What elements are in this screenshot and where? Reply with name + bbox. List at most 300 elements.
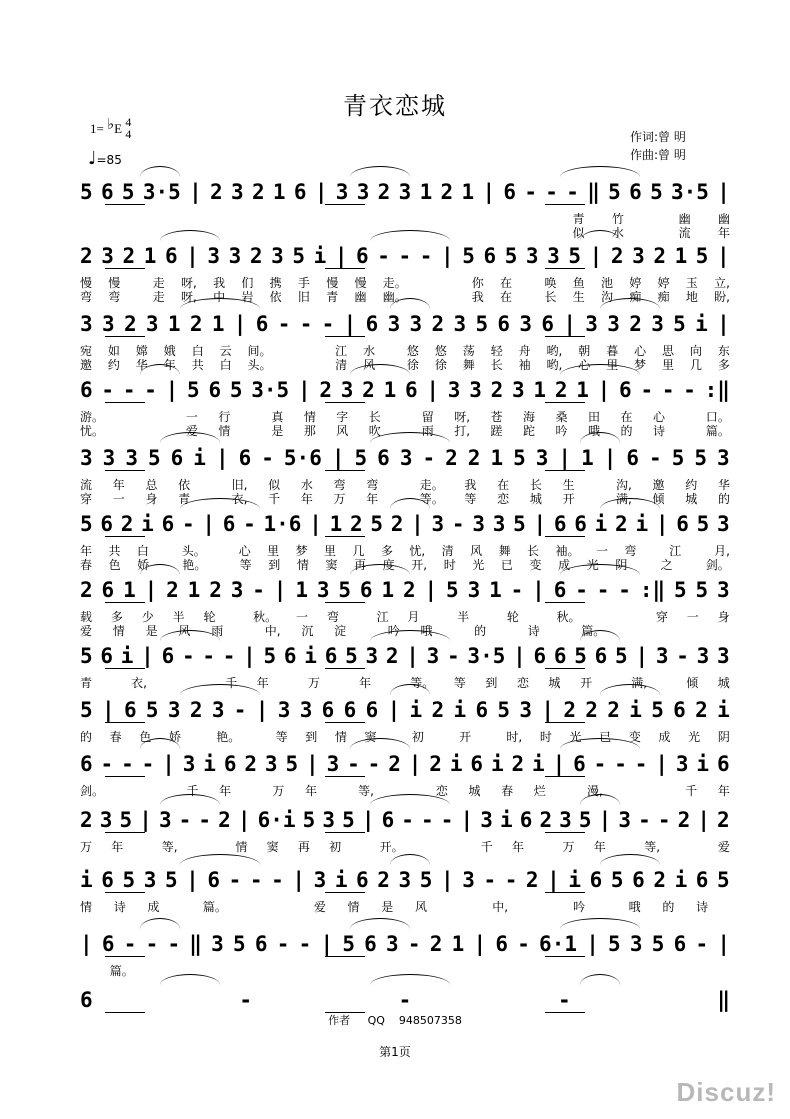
note: 6: [164, 244, 178, 268]
lyric-word: 依: [269, 290, 282, 304]
lyric-word: 等,: [161, 840, 178, 854]
lyric-word: 总: [145, 478, 158, 492]
note: 2: [610, 244, 624, 268]
lyric-word: 诗: [652, 424, 665, 438]
note: -: [640, 378, 654, 402]
note: 6: [255, 312, 269, 336]
lyric-word: 们: [241, 276, 254, 290]
note: 6: [356, 868, 369, 892]
note: 6: [161, 512, 175, 536]
note: 1: [490, 446, 504, 470]
lyric-word: 等。: [410, 676, 435, 690]
lyric-word: 变: [628, 730, 641, 744]
note: -: [557, 988, 571, 1012]
note: 2: [402, 578, 416, 602]
note: ‖: [189, 932, 202, 956]
note: |: [343, 312, 357, 336]
note: -: [575, 578, 588, 602]
lyric-word: 白: [219, 358, 232, 372]
note: 2: [390, 512, 404, 536]
note: 5: [673, 578, 687, 602]
lyric-word: 嫦: [135, 344, 148, 358]
lyric-word: 窦: [325, 558, 338, 572]
lyric-word: 幽: [717, 212, 730, 226]
note: 6: [573, 752, 586, 776]
lyric-word: 多: [380, 544, 393, 558]
note: 1: [143, 244, 157, 268]
lyric-word: 中,: [492, 900, 509, 914]
note: 5: [145, 698, 159, 722]
lyric-word: 恋: [497, 492, 510, 506]
lyric-word: 到: [485, 676, 498, 690]
lyric-word: 悠: [434, 344, 447, 358]
lyric-word: 年: [359, 676, 372, 690]
slur-mark: [350, 918, 410, 929]
lyric-word: 万: [272, 784, 285, 798]
lyric-word: 思: [662, 344, 675, 358]
lyric-word: 风: [178, 624, 191, 638]
note: 5: [608, 932, 621, 956]
lyric-word: 之: [660, 558, 673, 572]
lyric-word: 艳。: [216, 730, 241, 744]
lyric-word: 千: [186, 784, 199, 798]
lyric-word: 中,: [264, 624, 281, 638]
lyric-word: 是: [271, 424, 284, 438]
lyric-word: 成: [147, 900, 160, 914]
beam-underline: [105, 892, 145, 893]
lyric-line: [80, 838, 730, 852]
note: 3: [80, 312, 93, 336]
note: 6: [222, 512, 236, 536]
lyric-word: 袖: [518, 358, 531, 372]
lyric-word: 情: [303, 410, 316, 424]
note: |: [141, 644, 154, 668]
lyric-word: 地: [685, 290, 698, 304]
lyric-word: 苍: [490, 410, 503, 424]
note: -: [181, 512, 195, 536]
lyric-word: 秋。: [556, 610, 581, 624]
note: -: [401, 808, 414, 832]
note: 6·i: [257, 808, 296, 832]
note: 6: [470, 752, 484, 776]
lyric-word: 阴: [717, 730, 730, 744]
lyric-word: 心: [238, 544, 251, 558]
note: -: [123, 932, 137, 956]
note: 6: [293, 180, 307, 204]
lyric-word: 旧: [297, 290, 310, 304]
lyric-word: 度: [382, 558, 395, 572]
note: |: [243, 644, 256, 668]
note: |: [482, 180, 496, 204]
note: 5: [80, 698, 93, 722]
note: 1: [383, 378, 397, 402]
beam-underline: [105, 722, 145, 723]
lyric-word: 春: [501, 784, 514, 798]
lyric-word: 等。: [419, 492, 444, 506]
note: -: [276, 932, 290, 956]
note: -: [233, 698, 247, 722]
lyric-word: 恋: [435, 784, 448, 798]
lyric-word: 窦: [364, 730, 377, 744]
note: -: [252, 578, 265, 602]
lyric-word: 如: [107, 344, 120, 358]
note: 1·6: [263, 512, 302, 536]
note: -: [695, 932, 709, 956]
lyric-word: 千: [225, 676, 238, 690]
lyric-word: 舟: [518, 344, 531, 358]
note: 5: [147, 446, 161, 470]
lyric-word: 蹉: [490, 424, 503, 438]
note: 6·1: [539, 932, 577, 956]
lyric-word: 的: [662, 900, 675, 914]
lyric-word: 几: [352, 544, 365, 558]
note: 3: [386, 932, 399, 956]
note: 2: [349, 512, 363, 536]
note: 5: [292, 244, 305, 268]
lyric-word: 情: [334, 730, 347, 744]
lyric-word: 阴: [615, 558, 628, 572]
note: 6: [553, 578, 567, 602]
lyric-word: 年: [80, 544, 93, 558]
lyric-word: 徐: [434, 358, 447, 372]
lyric-word: 满,: [631, 676, 648, 690]
note: 1: [674, 244, 688, 268]
note: -: [222, 644, 236, 668]
note: 3: [326, 752, 340, 776]
lyric-word: 向: [689, 344, 702, 358]
note: 2: [467, 446, 481, 470]
note: 6: [503, 180, 517, 204]
lyric-word: 春: [80, 558, 93, 572]
note: -: [618, 578, 631, 602]
lyric-word: 载: [80, 610, 93, 624]
note: -: [298, 932, 312, 956]
note: 3: [409, 312, 423, 336]
note: -: [202, 644, 215, 668]
lyric-word: 暮: [606, 344, 619, 358]
lyric-word: 情: [218, 424, 231, 438]
note: 2: [166, 578, 179, 602]
lyric-word: 沟,: [615, 478, 632, 492]
lyric-word: 到: [305, 730, 318, 744]
lyric-word: 弯: [624, 544, 637, 558]
beam-underline: [105, 536, 145, 537]
beam-underline: [545, 268, 585, 269]
lyric-word: 再: [354, 558, 367, 572]
note: 6: [100, 644, 114, 668]
note: 1: [123, 578, 136, 602]
note: 2: [319, 378, 332, 402]
lyric-word: 吹: [368, 424, 381, 438]
note: 3: [525, 244, 539, 268]
lyric-word: 生: [572, 290, 585, 304]
note: 6: [629, 180, 642, 204]
note: 3: [447, 378, 461, 402]
note: |: [598, 808, 612, 832]
note: |: [533, 512, 547, 536]
lyric-word: 倾: [686, 676, 699, 690]
lyric-word: 弯: [366, 478, 379, 492]
lyric-word: 雨: [211, 624, 224, 638]
note: 1: [461, 180, 475, 204]
note: 3: [651, 312, 664, 336]
note: 5: [513, 512, 526, 536]
note: 5: [695, 244, 709, 268]
lyric-word: 哦: [420, 624, 433, 638]
lyric-word: 我: [213, 276, 226, 290]
note: 5: [651, 932, 665, 956]
note: i: [532, 752, 545, 776]
lyric-line: [80, 608, 730, 622]
lyric-word: 长: [490, 358, 503, 372]
note: 3: [467, 578, 481, 602]
lyric-word: 哦: [628, 900, 641, 914]
beam-underline: [325, 402, 365, 403]
lyric-word: 留: [421, 410, 434, 424]
beam-underline: [545, 536, 585, 537]
lyric-word: 几: [689, 358, 702, 372]
lyric-word: 走。: [382, 276, 407, 290]
note: -: [510, 578, 524, 602]
note: -: [483, 868, 497, 892]
note: 2: [677, 808, 691, 832]
note: |: [552, 752, 566, 776]
beam-underline: [545, 204, 585, 205]
note: 1: [187, 578, 201, 602]
note: 6: [632, 868, 645, 892]
note: 3: [365, 644, 379, 668]
note: 5: [121, 180, 135, 204]
lyric-word: 长: [527, 544, 540, 558]
note: 5: [354, 446, 368, 470]
note: |: [202, 512, 215, 536]
note: 6: [208, 378, 222, 402]
note: 2: [120, 512, 134, 536]
note: 5: [497, 698, 511, 722]
note: 6: [101, 578, 115, 602]
beam-underline: [325, 722, 365, 723]
lyric-word: 舞: [462, 358, 475, 372]
note: 3: [145, 312, 159, 336]
note: -: [447, 644, 460, 668]
note: 3: [547, 244, 560, 268]
note: 5: [119, 808, 133, 832]
lyric-word: 开: [562, 492, 575, 506]
beam-underline: [325, 602, 365, 603]
lyric-word: 雨: [421, 424, 434, 438]
note: i: [193, 446, 206, 470]
note-line: [80, 860, 730, 900]
beam-underline: [325, 204, 365, 205]
lyric-word: 华: [135, 358, 148, 372]
note: i: [313, 244, 327, 268]
beam-underline: [105, 602, 145, 603]
lyric-word: 光: [586, 558, 599, 572]
note: 2: [210, 180, 223, 204]
lyric-word: 开: [580, 676, 593, 690]
note: i: [141, 512, 154, 536]
beam-underline: [545, 832, 585, 833]
note: |: [309, 512, 322, 536]
note: 6: [377, 446, 390, 470]
note: 3: [431, 512, 445, 536]
note: 6: [100, 180, 114, 204]
lyric-word: 华: [717, 478, 730, 492]
note: 6: [381, 808, 395, 832]
lyric-word: 呀,: [454, 410, 471, 424]
note: 5: [650, 180, 663, 204]
lyric-line: [80, 342, 730, 356]
note: 2: [429, 932, 443, 956]
note: :‖: [639, 578, 666, 602]
note: 1: [381, 578, 395, 602]
note: 2: [80, 808, 93, 832]
lyric-word: 长: [544, 290, 557, 304]
note: 3: [335, 180, 349, 204]
lyric-word: 烂: [533, 784, 546, 798]
note: 5: [302, 808, 316, 832]
lyric-word: 清: [335, 358, 348, 372]
note: 5: [475, 312, 489, 336]
note: 6: [207, 868, 221, 892]
note: 6: [161, 644, 175, 668]
lyric-line: [80, 542, 730, 556]
lyric-word: 风: [415, 900, 428, 914]
note: 6: [553, 512, 567, 536]
note: -: [398, 244, 412, 268]
lyric-word: 青: [80, 676, 93, 690]
note: 5: [342, 808, 355, 832]
lyric-word: 共: [108, 544, 121, 558]
note: 6: [626, 446, 640, 470]
note: 6: [170, 446, 184, 470]
note: -: [261, 446, 274, 470]
lyric-word: 水: [611, 226, 624, 240]
note: |: [563, 312, 576, 336]
note: |: [717, 932, 730, 956]
note: |: [411, 512, 424, 536]
lyric-word: 恋: [516, 676, 529, 690]
note: |: [717, 180, 730, 204]
lyric-word: 江: [376, 610, 389, 624]
note: 1: [419, 180, 433, 204]
note: |: [460, 808, 474, 832]
note: 1: [329, 512, 343, 536]
lyric-word: 岩: [241, 290, 254, 304]
note: 6: [80, 378, 93, 402]
lyric-word: 里: [606, 358, 619, 372]
note: 5: [446, 578, 459, 602]
note: 5: [80, 644, 93, 668]
note: 6: [356, 244, 369, 268]
note: |: [655, 512, 669, 536]
note: 5: [695, 578, 709, 602]
lyric-word: 约: [685, 478, 698, 492]
beam-underline: [325, 832, 365, 833]
note: |: [473, 932, 487, 956]
note: 2: [653, 244, 666, 268]
lyric-word: 心: [652, 410, 665, 424]
lyric-word: 在: [497, 478, 510, 492]
lyric-word: 爱: [185, 424, 198, 438]
note: 5: [187, 378, 200, 402]
note: |: [408, 752, 422, 776]
note: 3: [387, 312, 401, 336]
lyric-word: 娇: [168, 730, 181, 744]
lyric-word: 共: [191, 358, 204, 372]
lyric-word: 变: [529, 558, 542, 572]
note: 1: [211, 312, 225, 336]
beam-underline: [325, 956, 365, 957]
lyric-word: 你: [471, 276, 484, 290]
note: |: [186, 244, 199, 268]
note: 5: [608, 180, 621, 204]
beam-underline: [545, 776, 585, 777]
note: 2: [554, 378, 568, 402]
note: 3: [264, 752, 278, 776]
lyric-word: 诗: [113, 900, 126, 914]
lyric-word: 已: [599, 730, 612, 744]
lyric-word: 爱: [80, 624, 93, 638]
note: 3: [629, 932, 643, 956]
note: 5: [229, 378, 243, 402]
slur-mark: [560, 166, 640, 177]
note: 3: [271, 244, 284, 268]
lyric-word: 青: [178, 492, 191, 506]
beam-underline: [325, 536, 365, 537]
lyric-word: 我: [471, 290, 484, 304]
note: -: [683, 378, 696, 402]
beam-underline: [545, 602, 585, 603]
note: |: [306, 752, 319, 776]
lyric-word: 徐: [406, 358, 419, 372]
lyric-word: 情: [112, 624, 125, 638]
page-number: 第1页: [379, 1045, 411, 1059]
lyric-word: 剑。: [705, 558, 730, 572]
note: 3: [519, 312, 533, 336]
lyric-word: 东: [717, 344, 730, 358]
note: -: [377, 244, 390, 268]
note: |: [139, 808, 152, 832]
lyric-word: 慢: [80, 276, 93, 290]
note: 3: [469, 378, 482, 402]
beam-underline: [545, 336, 585, 337]
lyric-word: 开。: [379, 840, 404, 854]
lyric-word: 衣,: [231, 492, 248, 506]
note: |: [426, 378, 440, 402]
lyric-word: 成: [658, 730, 671, 744]
note: -: [419, 244, 433, 268]
note: 6: [404, 378, 418, 402]
note: 6: [80, 988, 93, 1012]
lyric-word: 慢: [108, 276, 121, 290]
lyric-word: 篇。: [705, 424, 730, 438]
note: 6: [238, 446, 252, 470]
note: 5: [338, 578, 352, 602]
note: 3: [207, 244, 221, 268]
lyric-word: 长: [529, 478, 542, 492]
lyric-word: 悠: [406, 344, 419, 358]
lyric-word: 光: [688, 730, 701, 744]
lyric-word: 半: [457, 610, 470, 624]
note: 3·5: [671, 180, 709, 204]
lyric-line: [80, 408, 730, 422]
note: -: [661, 378, 675, 402]
composer-credit: 作曲:曾 明: [630, 148, 686, 162]
note: i: [334, 868, 348, 892]
lyric-word: 水: [363, 344, 376, 358]
note: -: [524, 180, 537, 204]
